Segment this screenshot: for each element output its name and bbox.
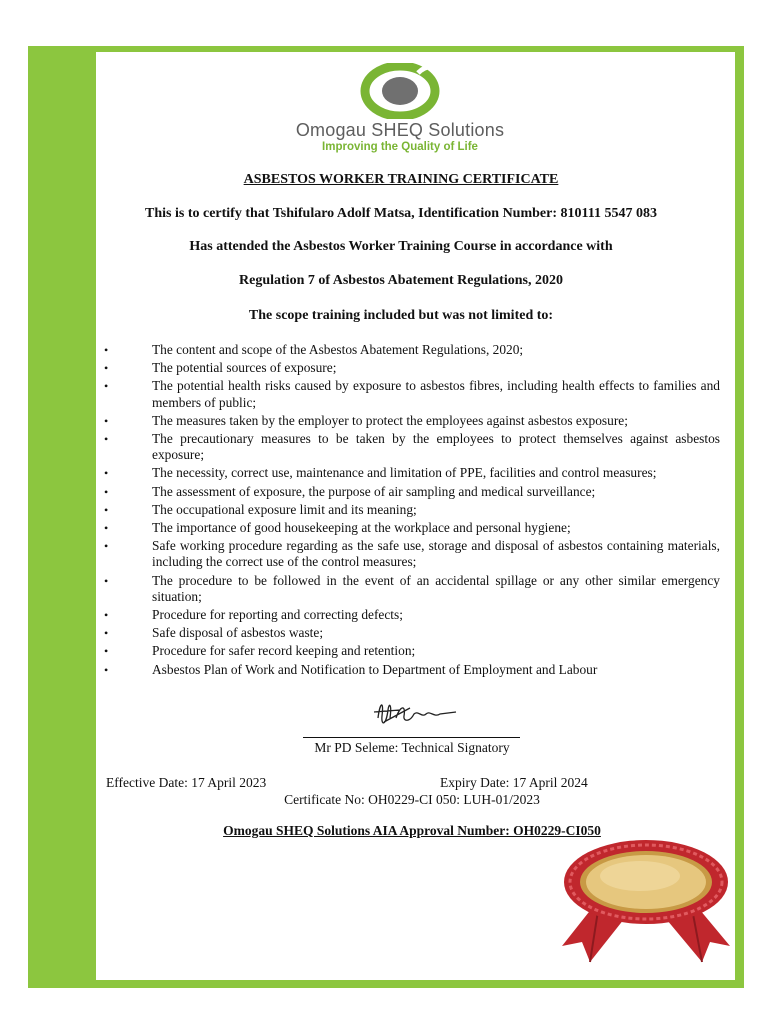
expiry-date: Expiry Date: 17 April 2024	[440, 775, 588, 790]
list-item: • The content and scope of the Asbestos Abatement Regulations, 2020;	[104, 342, 720, 358]
attended-line: Has attended the Asbestos Worker Training Course in accordance with	[189, 239, 613, 254]
certificate-number: Certificate No: OH0229-CI 050: LUH-01/2023	[284, 792, 540, 807]
list-item: • Procedure for reporting and correcting defects;	[104, 607, 720, 623]
approval-number: Omogau SHEQ Solutions AIA Approval Number: OH0229-CI050	[223, 823, 601, 838]
list-item: • Safe working procedure regarding as the safe use, storage and disposal of asbestos containing materials, including the correct use of the control measures;	[104, 538, 720, 570]
omogau-ring-logo-icon	[356, 63, 444, 119]
scope-heading: The scope training included but was not limited to:	[248, 308, 554, 323]
list-item: • The measures taken by the employer to protect the employees against asbestos exposure;	[104, 413, 720, 429]
certify-line: This is to certify that Tshifularo Adolf Matsa, Identification Number: 810111 5547 083	[145, 206, 657, 221]
handwritten-signature	[370, 696, 460, 732]
gold-seal-ribbon-icon	[550, 838, 750, 968]
effective-date: Effective Date: 17 April 2023	[106, 775, 267, 790]
list-item: • The assessment of exposure, the purpose of air sampling and medical surveillance;	[104, 484, 720, 500]
list-item: • The occupational exposure limit and its meaning;	[104, 502, 720, 518]
list-item: • Procedure for safer record keeping and retention;	[104, 643, 720, 659]
list-item: • The necessity, correct use, maintenance and limitation of PPE, facilities and control measures;	[104, 465, 720, 481]
signature-line	[303, 737, 520, 738]
regulation-line: Regulation 7 of Asbestos Abatement Regulations, 2020	[239, 273, 563, 288]
list-item: • The precautionary measures to be taken by the employees to protect themselves against asbestos exposure;	[104, 431, 720, 463]
list-item: • The potential health risks caused by exposure to asbestos fibres, including health effects to families and members of public;	[104, 378, 720, 410]
list-item: • Safe disposal of asbestos waste;	[104, 625, 720, 641]
list-item: • Asbestos Plan of Work and Notification to Department of Employment and Labour	[104, 662, 720, 678]
list-item: • The potential sources of exposure;	[104, 360, 720, 376]
company-name: Omogau SHEQ Solutions	[295, 120, 505, 140]
company-logo	[270, 60, 530, 160]
list-item: • The procedure to be followed in the event of an accidental spillage or any other similar emergency situation;	[104, 573, 720, 605]
company-tagline: Improving the Quality of Life	[322, 141, 478, 153]
signatory-label: Mr PD Seleme: Technical Signatory	[314, 740, 510, 755]
certificate-title: ASBESTOS WORKER TRAINING CERTIFICATE	[243, 172, 559, 187]
scope-list	[104, 342, 720, 680]
list-item: • The importance of good housekeeping at the workplace and personal hygiene;	[104, 520, 720, 536]
